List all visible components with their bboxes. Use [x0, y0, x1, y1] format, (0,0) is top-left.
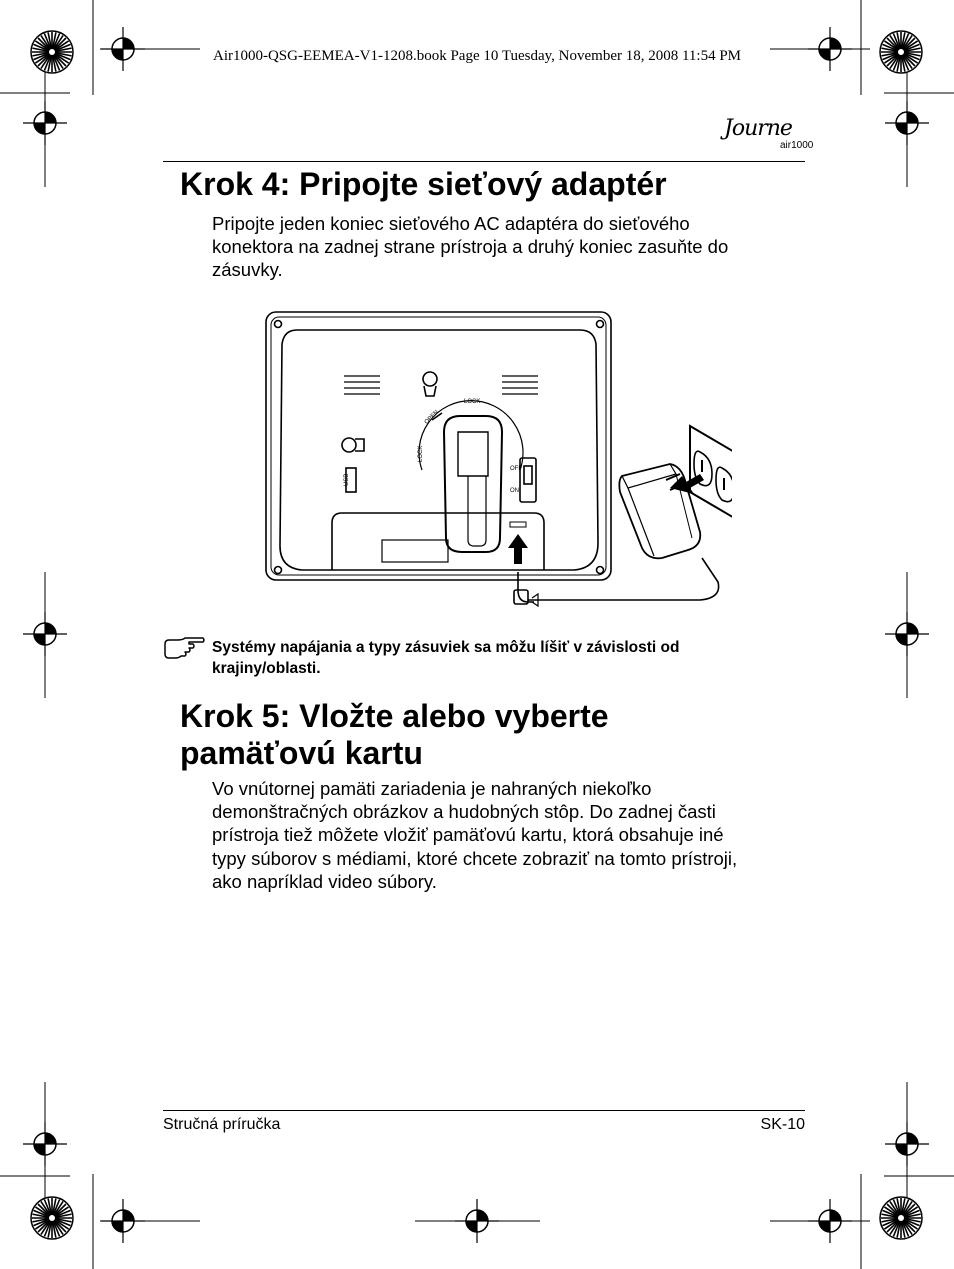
dc-plug [518, 572, 534, 602]
off-label: OFF [510, 466, 522, 472]
note-line: krajiny/oblasti. [212, 659, 321, 677]
note-line: Systémy napájania a typy zásuviek sa môžu líšiť v závislosti od [212, 639, 680, 656]
footer-left: Stručná príručka [163, 1116, 281, 1133]
section5-title-line: Krok 5: Vložte alebo vyberte [180, 698, 609, 734]
adapter-illustration [262, 308, 732, 612]
section5-line: Vo vnútornej pamäti zariadenia je nahraných niekoľko [212, 778, 652, 799]
note-text [212, 638, 792, 679]
stand-leg [444, 416, 502, 552]
logo-script: Journe [724, 116, 792, 141]
print-header: Air1000-QSG-EEMEA-V1-1208.book Page 10 Tuesday, November 18, 2008 11:54 PM [212, 48, 742, 64]
header-rule [163, 161, 805, 162]
section5-line: typy súborov s médiami, ktoré chcete zobraziť na tomto prístroji, [212, 847, 738, 869]
section5-title-line: pamäťovú kartu [180, 735, 423, 771]
on-label: ON [510, 488, 519, 494]
frame-back-panel [280, 330, 598, 570]
section4-line: zásuvky. [212, 259, 283, 281]
section4-line: Pripojte jeden koniec sieťového AC adaptéra do sieťového [212, 213, 690, 234]
section5-title [180, 698, 800, 772]
lock-label: LOCK [464, 399, 481, 405]
pointing-hand-icon [163, 636, 207, 662]
section5-line: ako napríklad video súbory. [212, 870, 437, 892]
power-cable [528, 558, 719, 600]
open-label: OPEN [423, 409, 441, 426]
footer-page-number: SK-10 [760, 1116, 805, 1133]
section5-body [212, 777, 812, 893]
section4-body [212, 212, 812, 282]
insert-arrow [508, 534, 528, 564]
logo-sub: air1000 [780, 140, 814, 151]
section4-line: konektora na zadnej strane prístroja a druhý koniec zasuňte do [212, 236, 729, 258]
usb-label: USB [344, 473, 350, 486]
section5-line: prístroja tiež môžete vložiť pamäťovú kartu, ktorá obsahuje iné [212, 824, 724, 846]
section5-line: demonštračných obrázkov a hudobných stôp. Do zadnej časti [212, 801, 716, 823]
section4-title: Krok 4: Pripojte sieťový adaptér [180, 166, 667, 202]
journe-logo [724, 116, 814, 160]
lock-label-2: LOCK [418, 445, 424, 462]
footer-rule [163, 1110, 805, 1111]
